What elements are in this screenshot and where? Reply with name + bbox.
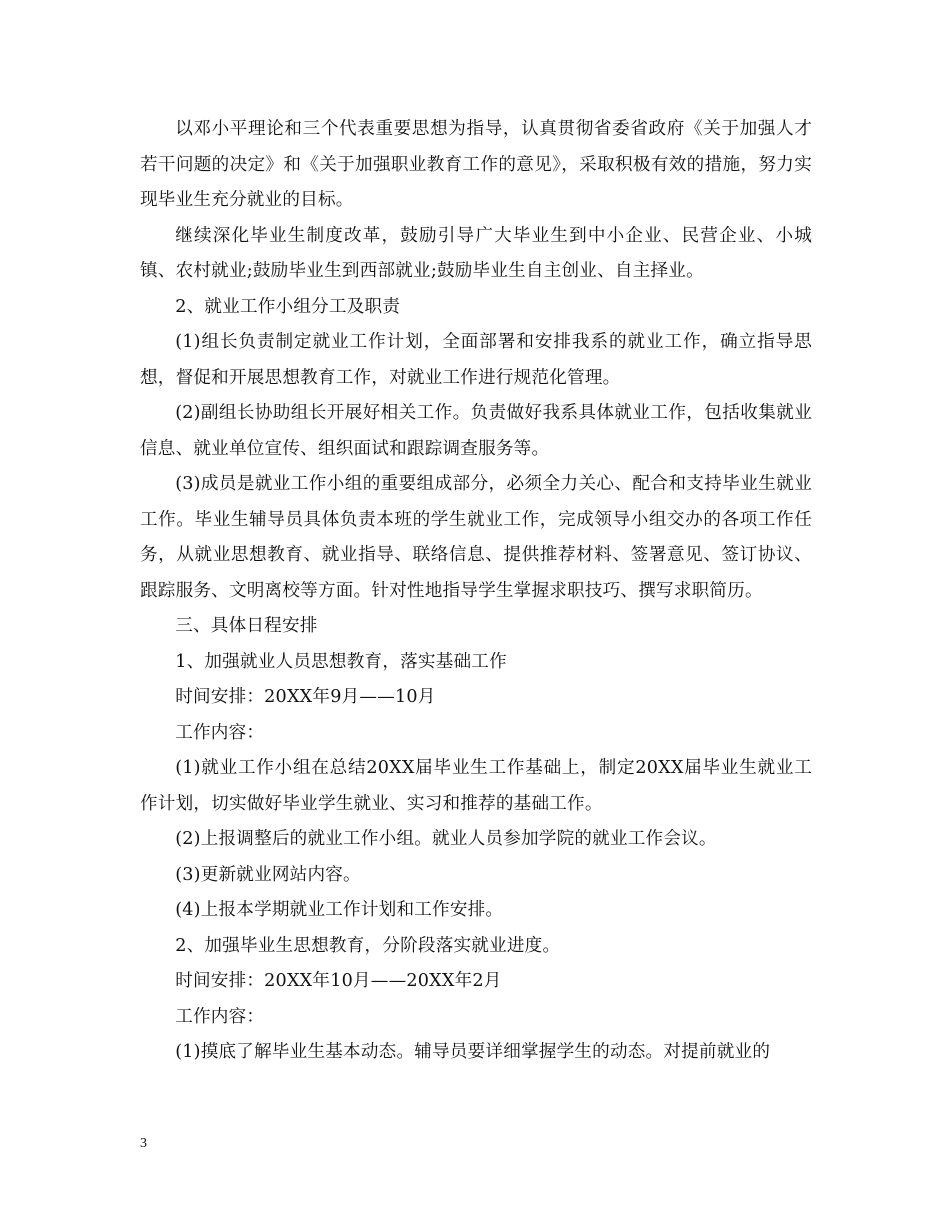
paragraph-deputy-leader-duties: (2)副组长协助组长开展好相关工作。负责做好我系具体就业工作，包括收集就业信息、就业单位宣传、组织面试和跟踪调查服务等。 bbox=[140, 403, 812, 459]
page-number: 3 bbox=[140, 1136, 147, 1151]
stage-1-item-1: (1)就业工作小组在总结20XX届毕业生工作基础上，制定20XX届毕业生就业工作计划，切实做好毕业学生就业、实习和推荐的基础工作。 bbox=[140, 758, 812, 814]
stage-1-item-3: (3)更新就业网站内容。 bbox=[175, 864, 361, 885]
paragraph-member-duties: (3)成员是就业工作小组的重要组成部分，必须全力关心、配合和支持毕业生就业工作。毕业生辅导员具体负责本班的学生就业工作，完成领导小组交办的各项工作任务，从就业思想教育、就业指导、联络信息、提供推荐材料、签署意见、签订协议、跟踪服务、文明离校等方面。针对性地指导学生掌握求职技巧、撰写求职简历。 bbox=[140, 474, 812, 601]
subheading-stage-1: 1、加强就业人员思想教育，落实基础工作 bbox=[175, 651, 507, 672]
paragraph-leader-duties: (1)组长负责制定就业工作计划，全面部署和安排我系的就业工作，确立指导思想，督促和开展思想教育工作，对就业工作进行规范化管理。 bbox=[140, 332, 812, 388]
stage-2-item-1: (1)摸底了解毕业生基本动态。辅导员要详细掌握学生的动态。对提前就业的 bbox=[175, 1042, 771, 1062]
stage-1-item-2: (2)上报调整后的就业工作小组。就业人员参加学院的就业工作会议。 bbox=[175, 829, 717, 849]
body-text bbox=[140, 112, 812, 1071]
stage-1-content-label: 工作内容： bbox=[175, 722, 265, 743]
stage-2-time: 时间安排：20XX年10月——20XX年2月 bbox=[175, 971, 502, 991]
stage-2-content-label: 工作内容： bbox=[175, 1006, 265, 1027]
section-heading-division-of-duties: 2、就业工作小组分工及职责 bbox=[175, 296, 401, 317]
stage-1-time: 时间安排：20XX年9月——10月 bbox=[175, 687, 436, 707]
stage-1-item-4: (4)上报本学期就业工作计划和工作安排。 bbox=[175, 900, 504, 920]
paragraph-guiding-ideology: 以邓小平理论和三个代表重要思想为指导，认真贯彻省委省政府《关于加强人才若干问题的决定》和《关于加强职业教育工作的意见》，采取积极有效的措施，努力实现毕业生充分就业的目标。 bbox=[140, 119, 812, 210]
section-heading-schedule: 三、具体日程安排 bbox=[175, 616, 318, 636]
subheading-stage-2: 2、加强毕业生思想教育，分阶段落实就业进度。 bbox=[175, 935, 561, 956]
paragraph-reform: 继续深化毕业生制度改革，鼓励引导广大毕业生到中小企业、民营企业、小城镇、农村就业;鼓励毕业生到西部就业;鼓励毕业生自主创业、自主择业。 bbox=[140, 225, 812, 281]
